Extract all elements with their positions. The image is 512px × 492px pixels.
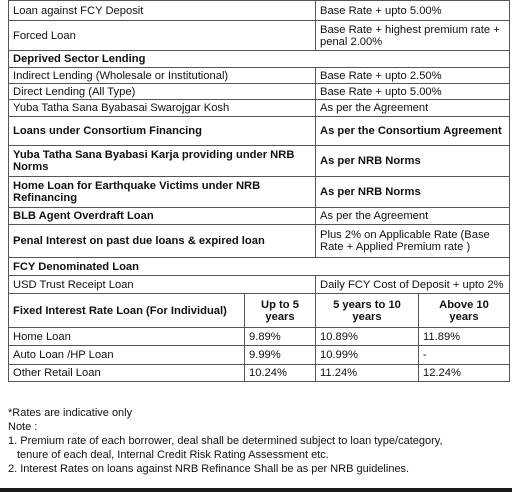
- fixed-rate-loan-label: Other Retail Loan: [9, 365, 245, 382]
- table-row: [9, 177, 510, 208]
- interest-rate-cell: Daily FCY Cost of Deposit + upto 2%: [316, 276, 510, 294]
- fixed-rate-value: 11.89%: [419, 328, 510, 346]
- table-row: [9, 84, 510, 100]
- note-2: 2. Interest Rates on loans against NRB Refinance Shall be as per NRB guidelines.: [8, 463, 410, 475]
- fixed-rate-value: 9.99%: [245, 346, 316, 365]
- interest-rate-cell: Base Rate + upto 5.00%: [316, 84, 510, 100]
- notes-section: [8, 406, 512, 476]
- section-header: FCY Denominated Loan: [9, 258, 510, 276]
- interest-rate-cell: As per the Agreement: [316, 100, 510, 117]
- interest-rate-cell: As per the Consortium Agreement: [316, 117, 510, 146]
- fixed-rate-col-header: Above 10 years: [419, 294, 510, 328]
- fixed-rate-col-header: 5 years to 10 years: [316, 294, 419, 328]
- interest-rate-cell: As per the Agreement: [316, 208, 510, 225]
- interest-rate-cell: Plus 2% on Applicable Rate (Base Rate + Applied Premium rate ): [316, 225, 510, 258]
- interest-rate-cell: As per NRB Norms: [316, 177, 510, 208]
- fixed-rate-col-header: Up to 5 years: [245, 294, 316, 328]
- table-row: [9, 225, 510, 258]
- section-header-row: [9, 258, 510, 276]
- table-row: [9, 68, 510, 84]
- fixed-rate-row: [9, 365, 510, 382]
- fixed-rate-header-label: Fixed Interest Rate Loan (For Individual): [9, 294, 245, 328]
- table-row: [9, 100, 510, 117]
- table-row: [9, 276, 510, 294]
- note-1-line-2: tenure of each deal, Internal Credit Risk Rating Assessment etc.: [17, 449, 329, 461]
- interest-rate-cell: Base Rate + upto 5.00%: [316, 1, 510, 21]
- loan-type-cell: USD Trust Receipt Loan: [9, 276, 316, 294]
- loan-type-cell: Yuba Tatha Sana Byabasi Karja providing under NRB Norms: [9, 146, 316, 177]
- loan-type-cell: Home Loan for Earthquake Victims under NRB Refinancing: [9, 177, 316, 208]
- interest-rate-cell: As per NRB Norms: [316, 146, 510, 177]
- loan-type-cell: Penal Interest on past due loans & expired loan: [9, 225, 316, 258]
- fixed-rate-loan-label: Home Loan: [9, 328, 245, 346]
- loan-type-cell: BLB Agent Overdraft Loan: [9, 208, 316, 225]
- fixed-rate-row: [9, 346, 510, 365]
- loan-type-cell: Indirect Lending (Wholesale or Institutional): [9, 68, 316, 84]
- note-label: Note :: [8, 421, 38, 433]
- table-row: [9, 208, 510, 225]
- fixed-rate-value: 10.99%: [316, 346, 419, 365]
- interest-rate-cell: Base Rate + upto 2.50%: [316, 68, 510, 84]
- section-header-row: [9, 51, 510, 68]
- interest-rate-cell: Base Rate + highest premium rate + penal 2.00%: [316, 21, 510, 51]
- interest-rate-table: [8, 0, 510, 382]
- fixed-rate-header-row: [9, 294, 510, 328]
- bottom-border: [0, 488, 512, 492]
- note-1-line-1: 1. Premium rate of each borrower, deal shall be determined subject to loan type/category,: [8, 435, 443, 447]
- indicative-note: *Rates are indicative only: [8, 407, 133, 419]
- loan-type-cell: Loan against FCY Deposit: [9, 1, 316, 21]
- fixed-rate-value: 10.24%: [245, 365, 316, 382]
- fixed-rate-loan-label: Auto Loan /HP Loan: [9, 346, 245, 365]
- table-row: [9, 21, 510, 51]
- loan-type-cell: Forced Loan: [9, 21, 316, 51]
- loan-type-cell: Loans under Consortium Financing: [9, 117, 316, 146]
- section-header: Deprived Sector Lending: [9, 51, 510, 68]
- table-row: [9, 1, 510, 21]
- loan-type-cell: Yuba Tatha Sana Byabasai Swarojgar Kosh: [9, 100, 316, 117]
- loan-type-cell: Direct Lending (All Type): [9, 84, 316, 100]
- fixed-rate-value: 10.89%: [316, 328, 419, 346]
- fixed-rate-value: 9.89%: [245, 328, 316, 346]
- fixed-rate-value: 12.24%: [419, 365, 510, 382]
- fixed-rate-row: [9, 328, 510, 346]
- fixed-rate-value: 11.24%: [316, 365, 419, 382]
- interest-rate-table-body: [9, 1, 510, 382]
- table-row: [9, 117, 510, 146]
- fixed-rate-value: -: [419, 346, 510, 365]
- table-row: [9, 146, 510, 177]
